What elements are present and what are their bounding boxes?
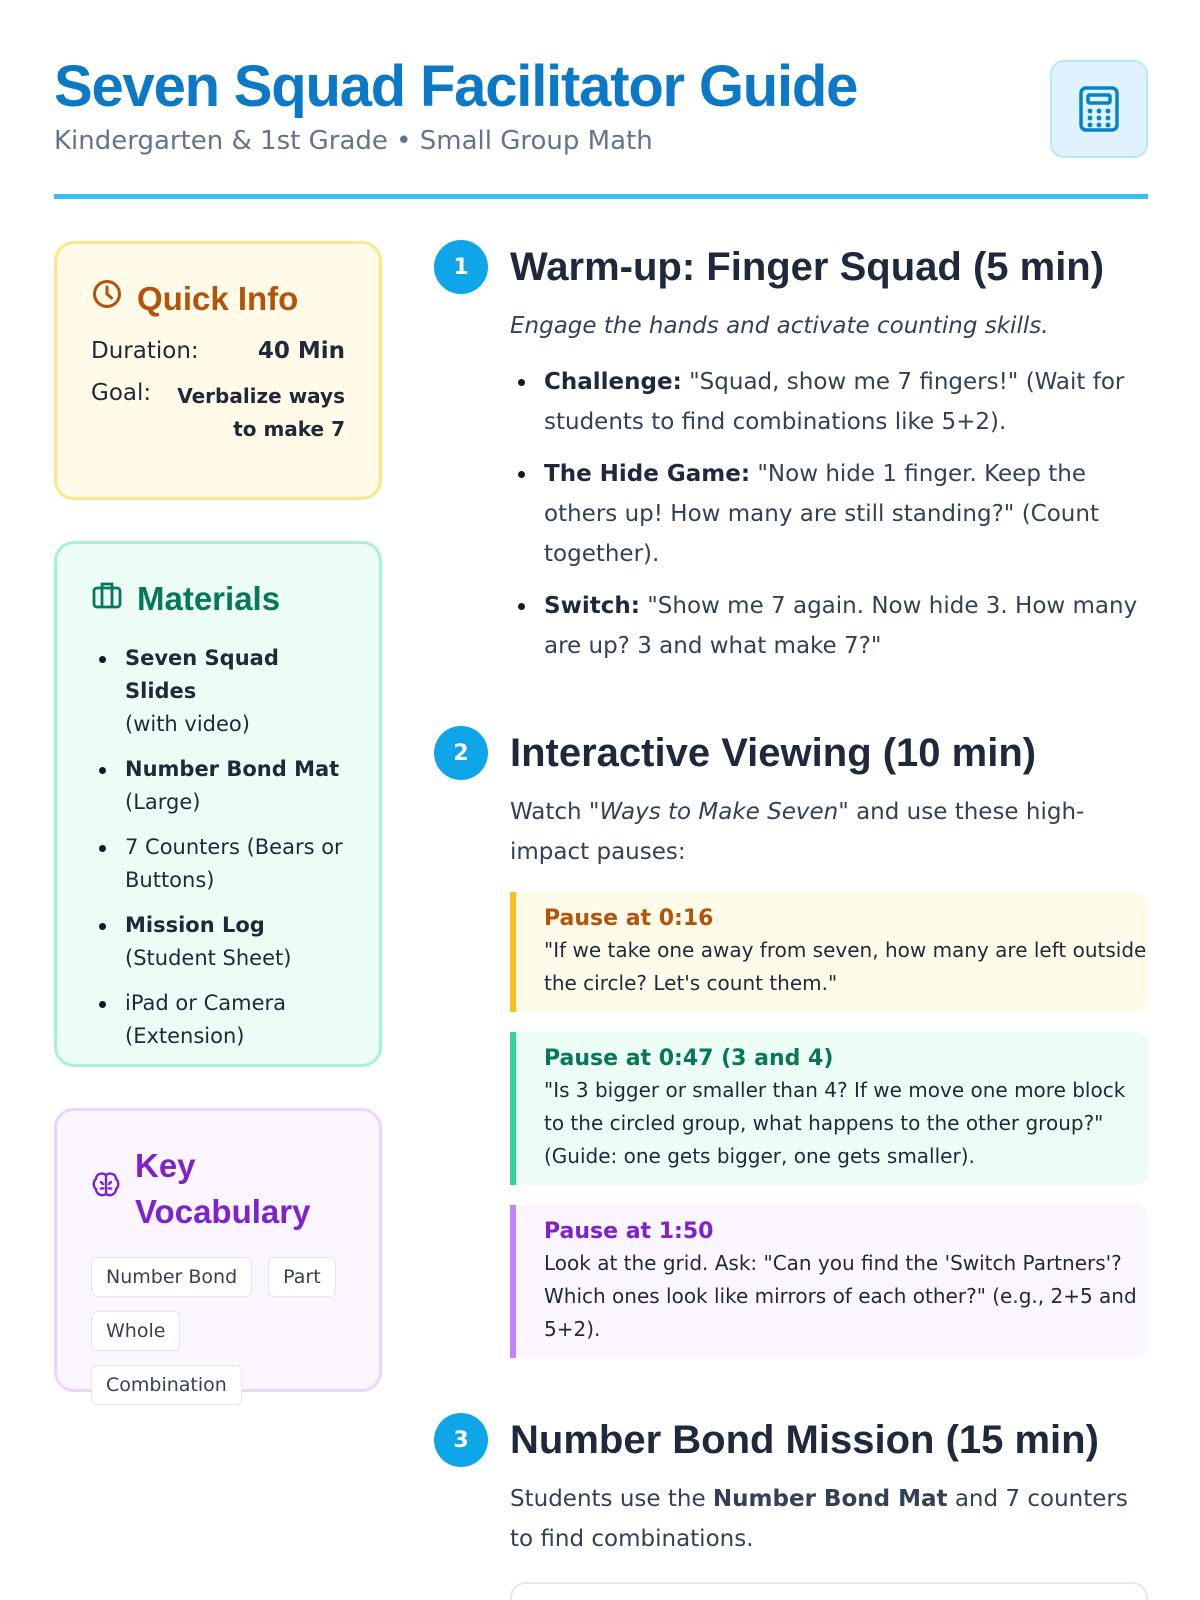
step-number: 1 [434,240,488,294]
pause-heading: Pause at 0:16 [544,906,714,931]
warm-up-steps [510,362,1148,666]
pause-callout [510,892,1148,1012]
list-item: Seven Squad Slides (with video) [91,642,345,741]
section-interactive-viewing [434,726,1148,1358]
material-name: Number Bond Mat [712,1486,948,1512]
page-subtitle: Kindergarten & 1st Grade • Small Group Math [54,126,653,156]
clock-icon [91,276,123,322]
materials-card [54,541,382,1067]
list-item: 7 Counters (Bears or Buttons) [91,831,345,897]
pause-text: "Is 3 bigger or smaller than 4? If we move one more block to the circled group, what happens to the other group?" (Guide: one gets bigger, one gets smaller). [544,1078,1126,1168]
pause-callout [510,1032,1148,1185]
section-lede: Engage the hands and activate counting skills. [510,313,1049,339]
duration-row [91,338,345,364]
pause-heading: Pause at 1:50 [544,1219,714,1244]
calculator-icon [1050,60,1148,158]
pause-heading: Pause at 0:47 (3 and 4) [544,1046,834,1071]
pause-text: "If we take one away from seven, how many are left outside the circle? Let's count them." [544,938,1147,995]
section-title: Warm-up: Finger Squad (5 min) [510,245,1105,289]
pause-text: Look at the grid. Ask: "Can you find the 'Switch Partners'? Which ones look like mirrors of each other?" (e.g., 2+5 and 5+2). [544,1251,1137,1341]
list-item: Switch: "Show me 7 again. Now hide 3. How many are up? 3 and what make 7?" [510,586,1148,666]
vocab-chip: Combination [91,1365,242,1405]
page-title: Seven Squad Facilitator Guide [54,54,858,119]
section-body [510,1479,1148,1559]
quick-info-card [54,241,382,500]
brain-icon [91,1166,121,1212]
vocabulary-heading: Key Vocabulary [91,1143,345,1235]
section-intro: Watch "Ways to Make Seven" and use these high-impact pauses: [510,799,1085,865]
briefcase-icon [91,576,123,622]
vocabulary-chips [91,1257,345,1405]
vocabulary-card [54,1108,382,1396]
goal-row [91,380,345,446]
step-number: 3 [434,1413,488,1467]
duration-value: 40 Min [257,338,345,364]
list-item: The Hide Game: "Now hide 1 finger. Keep the others up! How many are still standing?" (Count together). [510,454,1148,574]
list-item: Challenge: "Squad, show me 7 fingers!" (Wait for students to find combinations like 5+2). [510,362,1148,442]
header-divider [54,194,1148,199]
materials-list [91,642,345,1053]
list-item: Mission Log (Student Sheet) [91,909,345,975]
materials-heading: Materials [91,576,345,622]
section-intro: Students use the Number Bond Mat and 7 counters to find combinations. [510,1486,1128,1552]
quick-info-heading: Quick Info [91,276,345,322]
vocab-chip: Whole [91,1311,180,1351]
step-number: 2 [434,726,488,780]
video-title: "Ways to Make Seven" [588,799,849,825]
section-warm-up [434,240,1148,678]
page-header [54,54,1148,202]
section-number-bond-mission [434,1413,1148,1559]
vocab-chip: Number Bond [91,1257,252,1297]
mission-card [510,1582,1148,1600]
goal-value: Verbalize ways to make 7 [177,384,345,441]
list-item: iPad or Camera (Extension) [91,987,345,1053]
vocab-chip: Part [268,1257,336,1297]
goal-label: Goal: [91,380,152,406]
section-title: Number Bond Mission (15 min) [510,1418,1099,1462]
list-item: Number Bond Mat (Large) [91,753,345,819]
section-body [510,792,1148,1358]
section-title: Interactive Viewing (10 min) [510,731,1037,775]
section-body [510,306,1148,666]
duration-label: Duration: [91,338,199,364]
pause-callout [510,1205,1148,1358]
